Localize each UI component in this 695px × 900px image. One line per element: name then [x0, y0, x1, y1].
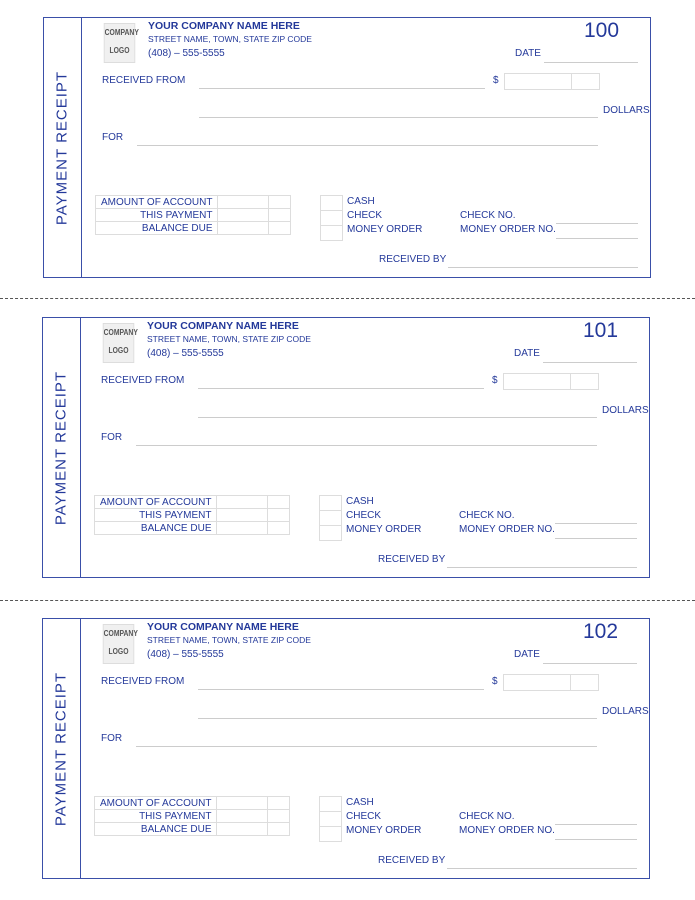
cents-cell[interactable]	[269, 222, 291, 235]
amount-of-account-label: AMOUNT OF ACCOUNT	[95, 496, 217, 509]
date-field[interactable]	[544, 62, 638, 63]
amount-of-account-label: AMOUNT OF ACCOUNT	[95, 797, 217, 810]
check-no-field[interactable]	[555, 824, 637, 825]
for-field[interactable]	[137, 145, 598, 146]
payment-method-checkboxes	[319, 796, 342, 842]
side-panel	[44, 18, 82, 277]
check-label: CHECK	[346, 510, 382, 521]
money-order-label: MONEY ORDER	[346, 825, 422, 836]
amount-cell[interactable]	[218, 196, 269, 209]
balance-due-label: BALANCE DUE	[95, 823, 217, 836]
cut-line	[0, 600, 695, 601]
amount-cell[interactable]	[217, 823, 268, 836]
amount-words-field[interactable]	[199, 117, 598, 118]
receipt-number: 101	[583, 319, 619, 342]
money-order-label: MONEY ORDER	[346, 524, 422, 535]
received-from-label: RECEIVED FROM	[102, 75, 186, 86]
money-order-no-label: MONEY ORDER NO.	[460, 224, 556, 235]
side-title: PAYMENT RECEIPT	[52, 671, 70, 827]
cents-field[interactable]	[571, 73, 600, 90]
for-field[interactable]	[136, 746, 597, 747]
logo-text: LOGO	[109, 46, 130, 55]
check-no-field[interactable]	[556, 223, 638, 224]
payment-method-checkboxes	[320, 195, 343, 241]
check-no-label: CHECK NO.	[459, 510, 515, 521]
amount-cell[interactable]	[217, 522, 268, 535]
side-panel	[43, 619, 81, 878]
dollars-label: DOLLARS	[602, 405, 649, 416]
cents-cell[interactable]	[268, 810, 290, 823]
check-checkbox[interactable]	[321, 211, 343, 226]
cash-label: CASH	[347, 196, 375, 207]
received-from-field[interactable]	[198, 388, 484, 389]
dollar-sign: $	[493, 75, 499, 86]
cents-cell[interactable]	[268, 797, 290, 810]
cents-cell[interactable]	[269, 196, 291, 209]
company-logo	[103, 624, 138, 664]
side-panel	[43, 318, 81, 577]
money-order-no-label: MONEY ORDER NO.	[459, 825, 555, 836]
company-address: STREET NAME, TOWN, STATE ZIP CODE	[148, 34, 312, 44]
company-phone: (408) – 555-5555	[147, 649, 224, 660]
logo-text: LOGO	[108, 346, 129, 355]
amount-words-field[interactable]	[198, 718, 597, 719]
date-label: DATE	[515, 48, 541, 59]
money-order-no-field[interactable]	[555, 839, 637, 840]
received-by-label: RECEIVED BY	[378, 554, 446, 565]
amount-field[interactable]	[503, 373, 571, 390]
account-table	[95, 195, 291, 235]
check-checkbox[interactable]	[320, 511, 342, 526]
money-order-no-field[interactable]	[556, 238, 638, 239]
received-by-label: RECEIVED BY	[379, 254, 447, 265]
cash-label: CASH	[346, 496, 374, 507]
cents-cell[interactable]	[268, 509, 290, 522]
check-no-field[interactable]	[555, 523, 637, 524]
for-label: FOR	[101, 733, 123, 744]
receipt-number: 100	[584, 19, 620, 42]
money-order-checkbox[interactable]	[321, 226, 343, 241]
cents-cell[interactable]	[268, 823, 290, 836]
company-logo	[103, 323, 138, 363]
amount-field[interactable]	[504, 73, 572, 90]
money-order-no-label: MONEY ORDER NO.	[459, 524, 555, 535]
for-label: FOR	[102, 132, 124, 143]
logo-text: COMPANY	[104, 28, 139, 37]
dollars-label: DOLLARS	[602, 706, 649, 717]
amount-cell[interactable]	[217, 797, 268, 810]
for-field[interactable]	[136, 445, 597, 446]
company-phone: (408) – 555-5555	[148, 48, 225, 59]
cash-label: CASH	[346, 797, 374, 808]
payment-receipt	[43, 17, 651, 278]
payment-method-checkboxes	[319, 495, 342, 541]
logo-text: COMPANY	[103, 328, 138, 337]
cents-cell[interactable]	[268, 522, 290, 535]
money-order-no-field[interactable]	[555, 538, 637, 539]
date-field[interactable]	[543, 663, 637, 664]
company-name: YOUR COMPANY NAME HERE	[148, 20, 300, 32]
side-title: PAYMENT RECEIPT	[52, 370, 70, 526]
balance-due-label: BALANCE DUE	[95, 522, 217, 535]
this-payment-label: THIS PAYMENT	[95, 810, 217, 823]
amount-cell[interactable]	[218, 222, 269, 235]
cents-field[interactable]	[570, 373, 599, 390]
this-payment-label: THIS PAYMENT	[95, 509, 217, 522]
logo-text: LOGO	[108, 647, 129, 656]
cents-cell[interactable]	[269, 209, 291, 222]
date-label: DATE	[514, 649, 540, 660]
check-checkbox[interactable]	[320, 812, 342, 827]
cash-checkbox[interactable]	[320, 797, 342, 812]
cash-checkbox[interactable]	[320, 496, 342, 511]
received-from-label: RECEIVED FROM	[101, 676, 185, 687]
side-title: PAYMENT RECEIPT	[53, 70, 71, 226]
received-by-label: RECEIVED BY	[378, 855, 446, 866]
cents-field[interactable]	[570, 674, 599, 691]
money-order-checkbox[interactable]	[320, 827, 342, 842]
payment-receipt	[42, 618, 650, 879]
cents-cell[interactable]	[268, 496, 290, 509]
dollars-label: DOLLARS	[603, 105, 650, 116]
balance-due-label: BALANCE DUE	[96, 222, 218, 235]
amount-cell[interactable]	[217, 810, 268, 823]
account-table	[94, 796, 290, 836]
payment-receipt	[42, 317, 650, 578]
cut-line	[0, 298, 695, 299]
amount-words-field[interactable]	[198, 417, 597, 418]
amount-cell[interactable]	[217, 496, 268, 509]
company-name: YOUR COMPANY NAME HERE	[147, 320, 299, 332]
date-field[interactable]	[543, 362, 637, 363]
company-name: YOUR COMPANY NAME HERE	[147, 621, 299, 633]
amount-field[interactable]	[503, 674, 571, 691]
received-by-field[interactable]	[448, 267, 638, 268]
received-by-field[interactable]	[447, 868, 637, 869]
company-address: STREET NAME, TOWN, STATE ZIP CODE	[147, 334, 311, 344]
check-label: CHECK	[347, 210, 383, 221]
dollar-sign: $	[492, 375, 498, 386]
received-from-field[interactable]	[199, 88, 485, 89]
received-from-label: RECEIVED FROM	[101, 375, 185, 386]
amount-of-account-label: AMOUNT OF ACCOUNT	[96, 196, 218, 209]
dollar-sign: $	[492, 676, 498, 687]
cash-checkbox[interactable]	[321, 196, 343, 211]
amount-cell[interactable]	[218, 209, 269, 222]
for-label: FOR	[101, 432, 123, 443]
money-order-checkbox[interactable]	[320, 526, 342, 541]
received-from-field[interactable]	[198, 689, 484, 690]
check-no-label: CHECK NO.	[459, 811, 515, 822]
receipt-number: 102	[583, 620, 619, 643]
company-logo	[104, 23, 139, 63]
logo-text: COMPANY	[103, 629, 138, 638]
amount-cell[interactable]	[217, 509, 268, 522]
received-by-field[interactable]	[447, 567, 637, 568]
account-table	[94, 495, 290, 535]
check-no-label: CHECK NO.	[460, 210, 516, 221]
company-address: STREET NAME, TOWN, STATE ZIP CODE	[147, 635, 311, 645]
check-label: CHECK	[346, 811, 382, 822]
this-payment-label: THIS PAYMENT	[96, 209, 218, 222]
company-phone: (408) – 555-5555	[147, 348, 224, 359]
money-order-label: MONEY ORDER	[347, 224, 423, 235]
date-label: DATE	[514, 348, 540, 359]
